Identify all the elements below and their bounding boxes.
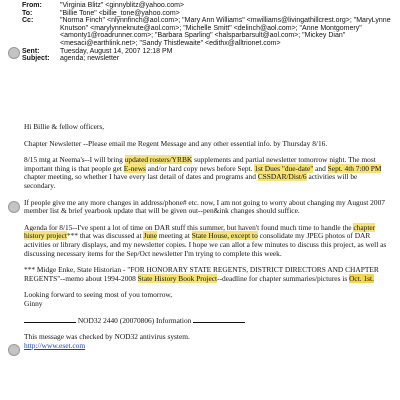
address-changes-paragraph: If people give me any more changes in address/phone# etc. now, I am not going to worry about changing my August 2007 member list & brief yearbook update that will be given out--pen&ink changes should suffice. (24, 197, 385, 216)
cc-value: "Norma Finch" <nlynnfinch@aol.com>; "Mary Ann Williams" <mwilliams@livingathillcrest.org>; "MaryLynne Knutson" <marylynneknute@aol.com>; "Michelle Smitt" <delinch@aol.com>; "Anne Montgomery" <amonty1@roadrunner.com>; "Barbara Sparling" <halsparbarsult@aol.com>; "Mickey Dian" <mesaci@earthlink.net>; "Sandy Thistlewaite" <edithx@alltrionet.com> (60, 17, 393, 47)
subject-value: agenda; newsletter (60, 55, 120, 63)
highlight-june: June (143, 231, 158, 241)
rule-right (193, 322, 245, 323)
historian-paragraph: *** Midge Enke, State Historian - "FOR HONORARY STATE REGENTS, DISTRICT DIRECTORS AND CHAPTER REGENTS"--memo about 1994-2008 State History Book Project--deadline for chapter summaries/pictures is Oct. 1st. (24, 265, 379, 283)
email-header (22, 2, 394, 63)
nod32-info-line: NOD32 2440 (20070806) Information (24, 317, 390, 326)
highlight-history-book: State History Book Project (137, 273, 218, 283)
punch-hole (8, 344, 20, 356)
header-sent (22, 48, 394, 56)
punch-hole (8, 47, 20, 59)
agenda-paragraph: Agenda for 8/15--I've spent a lot of time on DAR stuff this summer, but haven't found much time to handle the chapter history project*** that was discussed at June meeting at State House, except to consolidate my JPEG photos of DAR activities or library displays, and my newsletter copies. I hope we can allot a few minutes to discuss this project, as well as discussing necessary items for the Sep/Oct newsletter I'm trying to complete this week. (24, 222, 387, 258)
highlight-rosters: updated rosters/YRBK (124, 155, 193, 165)
sent-value: Tuesday, August 14, 2007 12:18 PM (60, 47, 173, 55)
header-from (22, 2, 394, 10)
punch-hole (8, 201, 20, 213)
cc-label: Cc: (22, 17, 34, 25)
highlight-history-project: chapter history project (24, 222, 376, 241)
from-label: From: (22, 2, 42, 9)
highlight-enews: E-news (123, 163, 146, 173)
greeting: Hi Billie & fellow officers, (24, 122, 105, 131)
highlight-state-house: State House, except to (191, 231, 258, 241)
rule-left (24, 322, 76, 323)
meeting-paragraph: 8/15 mtg at Neema's--I will bring updated rosters/YRBK supplements and partial newsletter tomorrow night. The most important thing is that people get E-news and/or hard copy news before Sept. 1st Dues "due-date" and Sept. 4th 7:00 PM chapter meeting, so whether I have every last detail of dates and programs and CSSDAR/Dist/6 activities will be secondary. (24, 155, 382, 190)
subject-label: Subject: (22, 55, 50, 63)
header-to (22, 10, 394, 18)
email-body (24, 123, 390, 350)
to-label: To: (22, 9, 33, 17)
antivirus-note: This message was checked by NOD32 antivirus system. http://www.eset.com (24, 332, 190, 350)
highlight-deadline: Oct. 1st. (349, 273, 374, 283)
highlight-dues: 1st Dues "due-date" (254, 163, 314, 173)
signature-name: Ginny (24, 298, 43, 308)
highlight-cssdar: CSSDAR/Dist/6 (257, 172, 307, 182)
header-cc (22, 17, 394, 47)
from-value: "Virginia Blitz" <ginnyblitz@yahoo.com> (60, 2, 185, 9)
highlight-sept4: Sept. 4th 7:00 PM (327, 163, 382, 173)
to-value: "Billie Tone" <billie_tone@yahoo.com> (60, 9, 180, 17)
header-subject (22, 55, 394, 63)
closing: Looking forward to seeing most of you tomorrow, Ginny (24, 290, 173, 308)
newsletter-paragraph: Chapter Newsletter --Please email me Regent Message and any other essential info. by Thursday 8/16. (24, 138, 328, 148)
eset-link[interactable]: http://www.eset.com (24, 340, 86, 350)
sent-label: Sent: (22, 47, 40, 55)
